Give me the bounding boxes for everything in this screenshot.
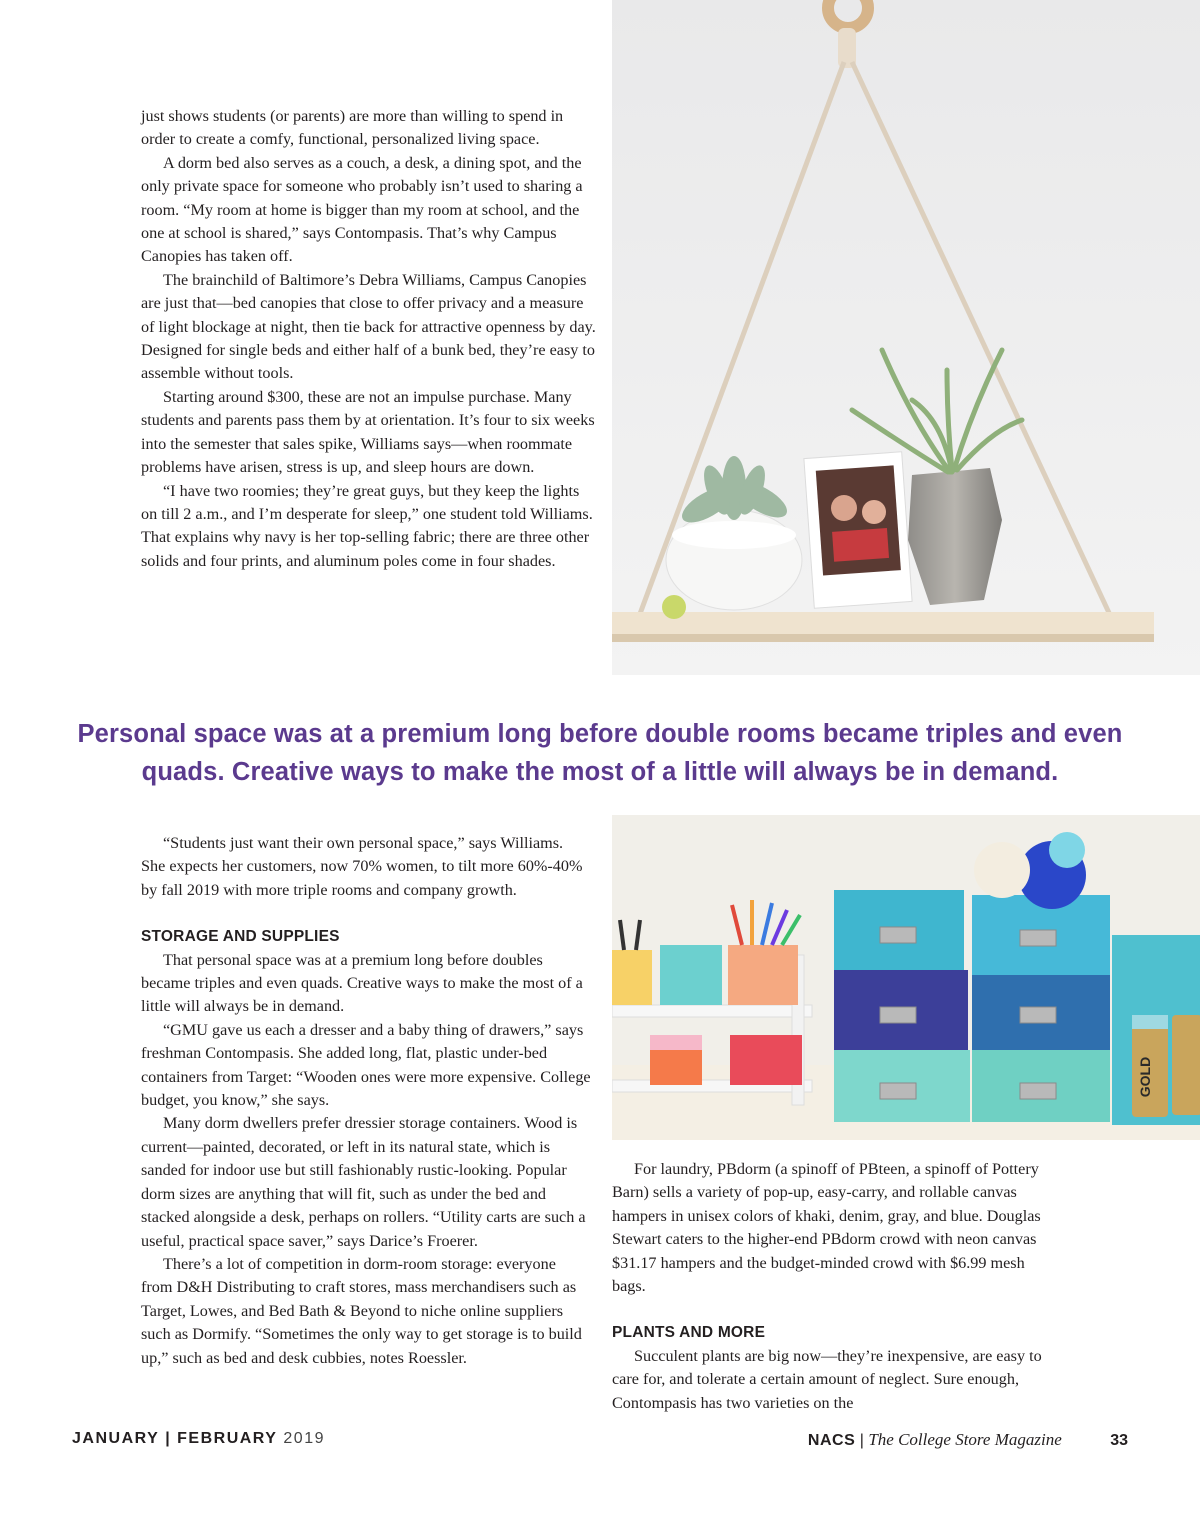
body-paragraph: Starting around $300, these are not an impulse purchase. Many students and parents pass them by at orientation. It’s four to six weeks into the semester that sales spike, Williams says—when roommate problems have arisen, stress is up, and sleep hours are down. [141,387,595,477]
page-footer [0,1430,1200,1460]
body-paragraph: just shows students (or parents) are more than willing to spend in order to create a comfy, functional, personalized living space. [141,107,564,149]
issue-date [72,1430,325,1448]
body-paragraph: “GMU gave us each a dresser and a baby thing of drawers,” says freshman Contompasis. She added long, flat, plastic under-bed containers from Target: “Wooden ones were more expensive. College budget, you know,” she says. [141,1020,591,1110]
org-name: NACS [807,1432,856,1449]
section-heading: STORAGE AND SUPPLIES [141,928,340,946]
org-separator: | [859,1432,864,1449]
body-paragraph: Many dorm dwellers prefer dressier storage containers. Wood is current—painted, decorated, or left in its natural state, which is sanded for indoor use but still fashionably rustic-looking. Popular dorm sizes are anything that will fit, such as under the bed and stacked alongside a desk, perhaps on rollers. “Utility carts are such a useful, practical space saver,” says Darice’s Froerer. [141,1114,586,1250]
body-paragraph: The brainchild of Baltimore’s Debra Williams, Campus Canopies are just that—bed canopies that close to offer privacy and a measure of light blockage at night, then tie back for attractive openness by day. Designed for single beds and either half of a bunk bed, they’re easy to assemble without tools. [141,270,596,383]
body-paragraph: “Students just want their own personal space,” says Williams. She expects her customers, now 70% women, to tilt more 60%-40% by fall 2019 with more triple rooms and company growth. [141,834,583,899]
article-column-top [141,105,596,573]
issue-separator: | [165,1430,172,1447]
article-column-right [612,1158,1062,1415]
page-number: 33 [1110,1432,1128,1449]
instant-photo [804,452,912,608]
article-column-middle [141,832,591,1370]
section-heading: PLANTS AND MORE [612,1324,766,1342]
spray-cans [1132,1015,1200,1117]
pull-quote: Personal space was at a premium long before double rooms became triples and even quads. Creative ways to make the most of a little will always be in demand. [77,720,1123,786]
issue-month: JANUARY [72,1430,160,1447]
body-paragraph: There’s a lot of competition in dorm-room storage: everyone from D&H Distributing to craft stores, mass merchandisers such as Target, Lowes, and Bed Bath & Beyond to niche online suppliers such as Dormify. “Sometimes the only way to get storage is to build up,” such as bed and desk cubbies, notes Roessler. [141,1254,582,1367]
hanging-shelf-photo [612,0,1200,675]
issue-month-2: FEBRUARY [177,1430,278,1447]
magazine-title: The College Store Magazine [868,1430,1062,1449]
issue-year: 2019 [283,1430,325,1447]
body-paragraph: That personal space was at a premium long before doubles became triples and even quads. Creative ways to make the most of a little will always be in demand. [141,950,583,1016]
body-paragraph: For laundry, PBdorm (a spinoff of PBteen, a spinoff of Pottery Barn) sells a variety of pop-up, easy-carry, and rollable canvas hampers in unisex colors of khaki, denim, gray, and blue. Douglas Stewart caters to the higher-end PBdorm crowd with neon canvas $31.17 hampers and the budget-minded crowd with $6.99 mesh bags. [612,1160,1041,1296]
body-paragraph: Succulent plants are big now—they’re inexpensive, are easy to care for, and tolerate a certain amount of neglect. Sure enough, Contompasis has two varieties on the [612,1346,1042,1412]
small-flower [662,595,686,619]
body-paragraph: A dorm bed also serves as a couch, a desk, a dining spot, and the only private space for someone who probably isn’t used to sharing a room. “My room at home is bigger than my room at school, and the one at school is shared,” says Contompasis. That’s why Campus Canopies has taken off. [141,153,583,266]
publication-info [808,1430,1128,1450]
body-paragraph: “I have two roomies; they’re great guys, but they keep the lights on till 2 a.m., and I’m desperate for sleep,” one student told Williams. That explains why navy is her top-selling fabric; there are three other solids and four prints, and aluminum poles come in four shades. [141,481,593,570]
can-label: GOLD [1137,1056,1153,1098]
storage-boxes-photo [612,815,1200,1140]
